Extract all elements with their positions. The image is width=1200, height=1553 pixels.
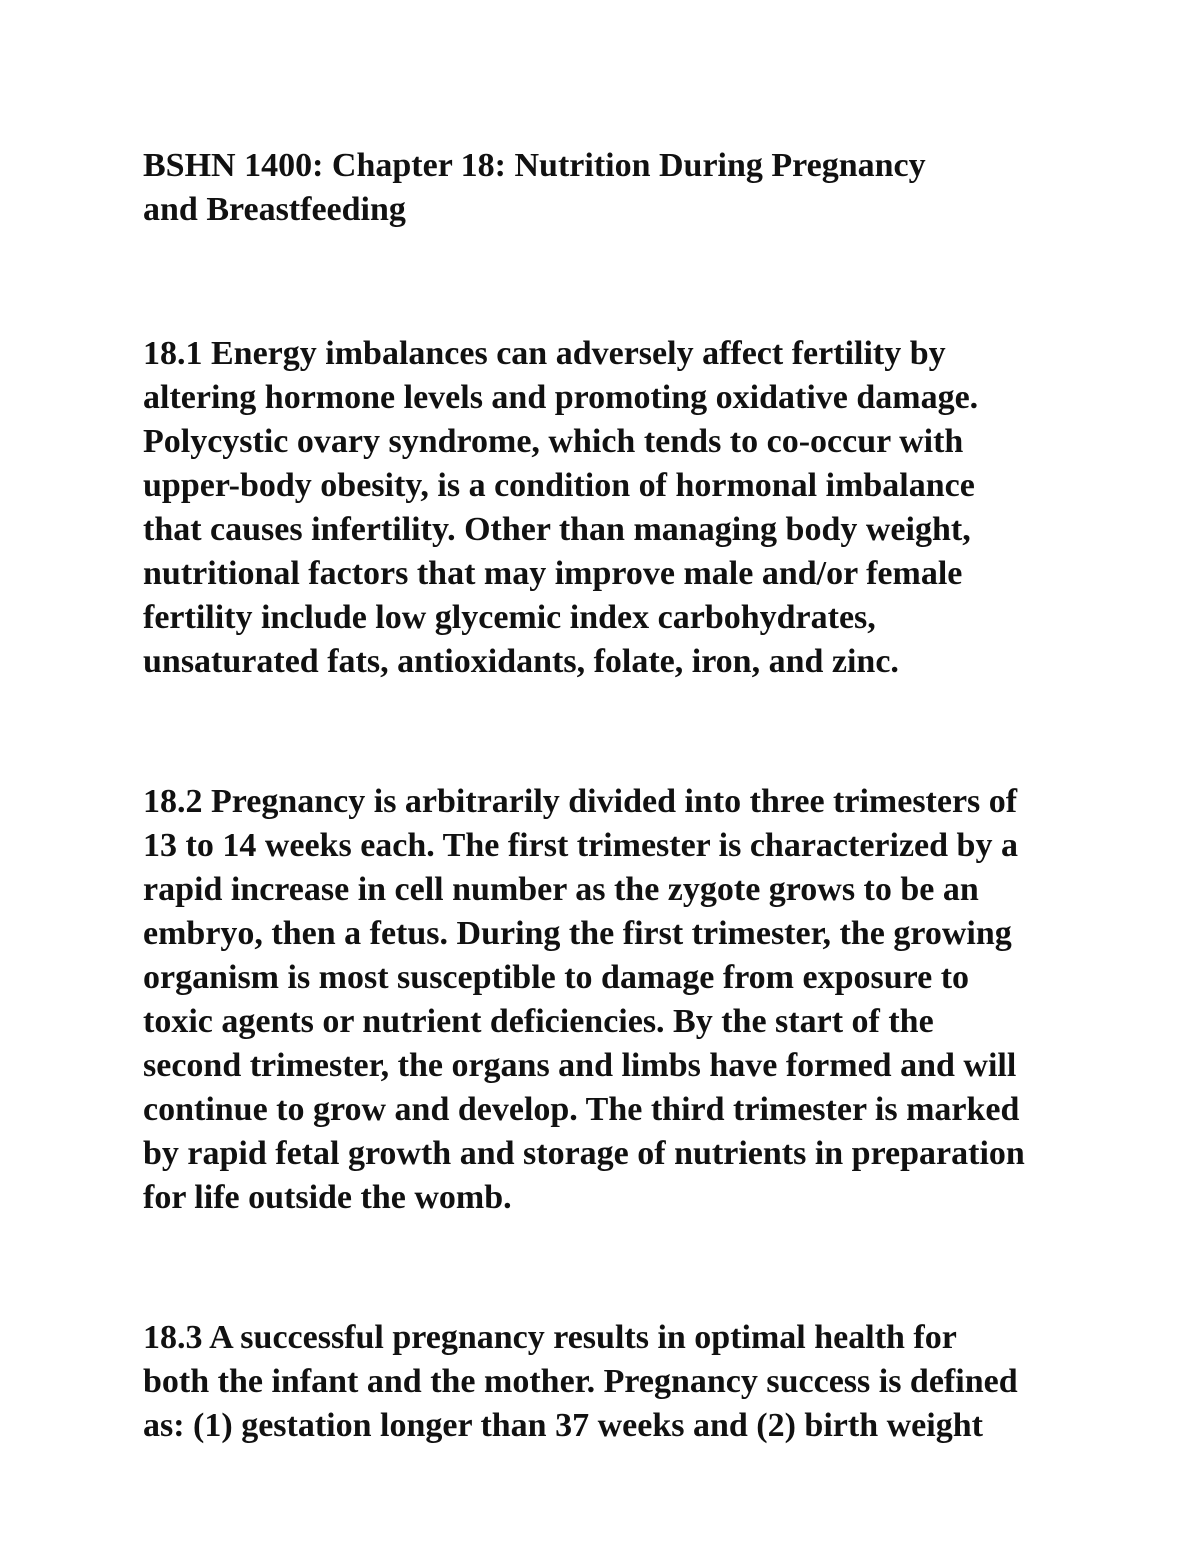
- section-18-3: [143, 1316, 1083, 1448]
- paragraph-line: by rapid fetal growth and storage of nutrients in preparation: [143, 1135, 1025, 1172]
- paragraph-line: as: (1) gestation longer than 37 weeks and (2) birth weight: [143, 1407, 983, 1444]
- document-body: [143, 144, 1083, 1448]
- title-line: BSHN 1400: Chapter 18: Nutrition During Pregnancy: [143, 147, 926, 184]
- paragraph-line: toxic agents or nutrient deficiencies. By the start of the: [143, 1003, 934, 1040]
- paragraph-line: continue to grow and develop. The third trimester is marked: [143, 1091, 1020, 1128]
- paragraph-line: that causes infertility. Other than managing body weight,: [143, 511, 971, 548]
- paragraph-line: altering hormone levels and promoting oxidative damage.: [143, 379, 979, 416]
- title-line: and Breastfeeding: [143, 191, 406, 228]
- paragraph-line: fertility include low glycemic index carbohydrates,: [143, 599, 876, 636]
- paragraph-line: 18.2 Pregnancy is arbitrarily divided into three trimesters of: [143, 783, 1018, 820]
- paragraph-line: unsaturated fats, antioxidants, folate, iron, and zinc.: [143, 643, 899, 680]
- section-18-1: [143, 332, 1083, 684]
- paragraph-line: 18.1 Energy imbalances can adversely affect fertility by: [143, 335, 946, 372]
- paragraph-line: 13 to 14 weeks each. The first trimester is characterized by a: [143, 827, 1018, 864]
- page-title: [143, 144, 1083, 232]
- paragraph-line: organism is most susceptible to damage from exposure to: [143, 959, 970, 996]
- paragraph-line: 18.3 A successful pregnancy results in optimal health for: [143, 1319, 957, 1356]
- section-18-2: [143, 780, 1083, 1220]
- paragraph-line: nutritional factors that may improve male and/or female: [143, 555, 963, 592]
- paragraph-line: rapid increase in cell number as the zygote grows to be an: [143, 871, 979, 908]
- paragraph-line: second trimester, the organs and limbs have formed and will: [143, 1047, 1017, 1084]
- paragraph-line: Polycystic ovary syndrome, which tends to co-occur with: [143, 423, 964, 460]
- paragraph-line: for life outside the womb.: [143, 1179, 512, 1216]
- paragraph-line: upper-body obesity, is a condition of hormonal imbalance: [143, 467, 975, 504]
- paragraph-line: embryo, then a fetus. During the first trimester, the growing: [143, 915, 1012, 952]
- paragraph-line: both the infant and the mother. Pregnancy success is defined: [143, 1363, 1018, 1400]
